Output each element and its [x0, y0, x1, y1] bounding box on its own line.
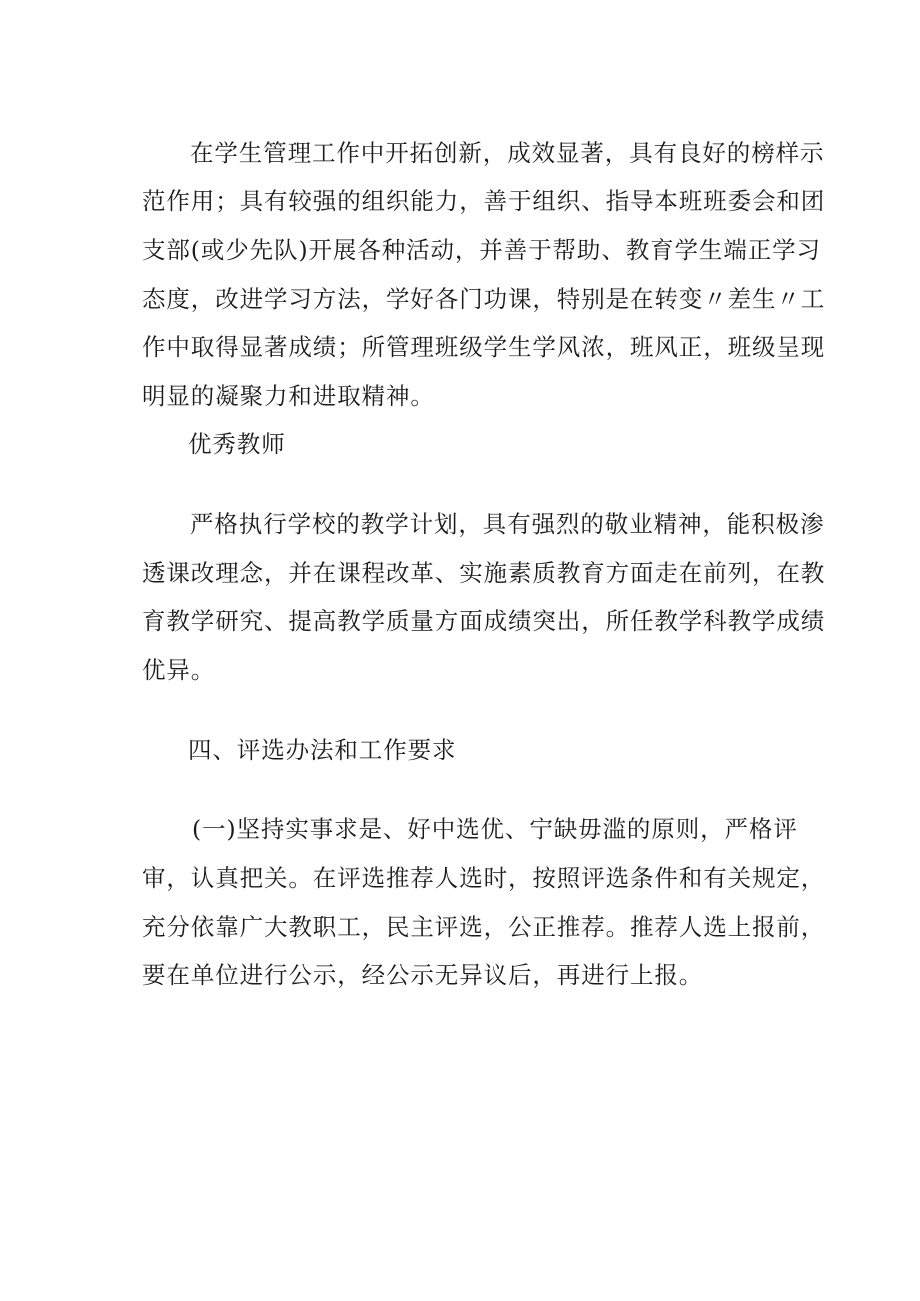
- paragraph-1-line-5: 作中取得显著成绩；所管理班级学生学风浓，班风正，班级呈现: [142, 333, 826, 361]
- heading-excellent-teacher: 优秀教师: [188, 430, 286, 458]
- heading-section-4: 四、评选办法和工作要求: [188, 736, 457, 764]
- paragraph-3-line-2: 审，认真把关。在评选推荐人选时，按照评选条件和有关规定，: [142, 864, 826, 892]
- paragraph-1-line-2: 范作用；具有较强的组织能力，善于组织、指导本班班委会和团: [142, 187, 826, 215]
- paragraph-2-line-1: 严格执行学校的教学计划，具有强烈的敬业精神，能积极渗: [190, 510, 825, 538]
- paragraph-2-line-4: 优异。: [142, 656, 216, 684]
- paragraph-1-line-4: 态度，改进学习方法，学好各门功课，特别是在转变〃差生〃工: [142, 285, 826, 313]
- paragraph-3-line-4: 要在单位进行公示，经公示无异议后，再进行上报。: [142, 961, 704, 989]
- paragraph-1-line-6: 明显的凝聚力和进取精神。: [142, 382, 435, 410]
- paragraph-3-line-3: 充分依靠广大教职工，民主评选，公正推荐。推荐人选上报前，: [142, 913, 826, 941]
- paragraph-2-line-2: 透课改理念，并在课程改革、实施素质教育方面走在前列，在教: [142, 559, 826, 587]
- paragraph-2-line-3: 育教学研究、提高教学质量方面成绩突出，所任教学科教学成绩: [142, 607, 826, 635]
- paragraph-1-line-1: 在学生管理工作中开拓创新，成效显著，具有良好的榜样示: [190, 139, 825, 167]
- paragraph-1-line-3: 支部(或少先队)开展各种活动，并善于帮助、教育学生端正学习: [142, 236, 821, 264]
- paragraph-3-line-1: (一)坚持实事求是、好中选优、宁缺毋滥的原则，严格评: [192, 815, 798, 843]
